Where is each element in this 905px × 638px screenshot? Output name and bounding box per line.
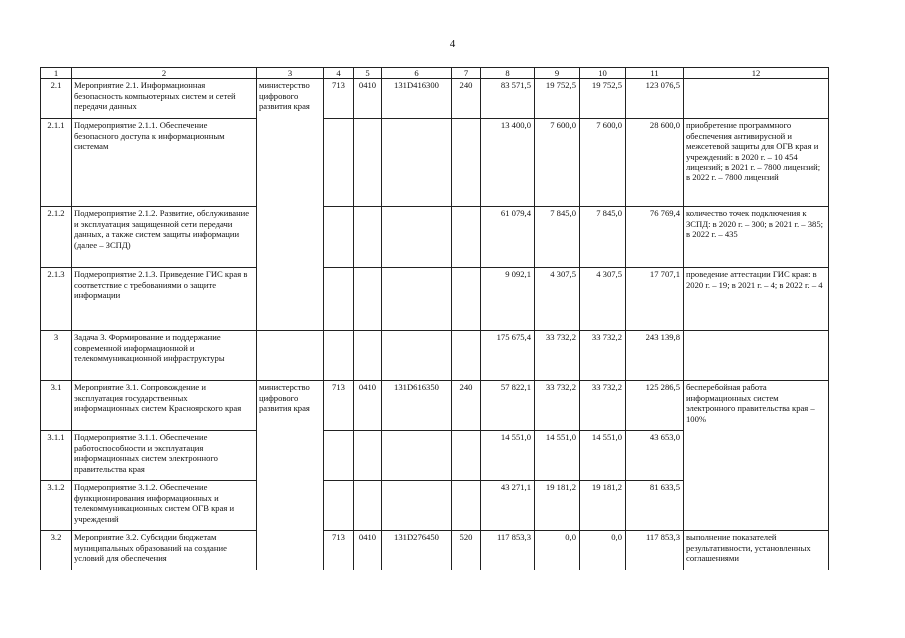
section-cell: 0410 [354, 79, 382, 119]
grbs-cell: 713 [324, 381, 354, 431]
amount-2022: 7 600,0 [580, 119, 626, 207]
section-cell [354, 268, 382, 331]
program-table [40, 67, 829, 571]
header-cell: 9 [535, 68, 580, 79]
row-number: 2.1 [41, 79, 72, 119]
result-cell: приобретение программного обеспечения антивирусной и межсетевой защиты для ОГВ края и учреждений: в 2020 г. – 10 454 лицензий; в 2021 г. – 7800 лицензий; в 2022 г. – 7800 лицензий [684, 119, 829, 207]
header-cell: 12 [684, 68, 829, 79]
grbs-cell [324, 331, 354, 381]
result-cell [684, 331, 829, 381]
vr-cell [452, 119, 481, 207]
header-cell: 6 [382, 68, 452, 79]
table-row [41, 381, 829, 431]
vr-cell: 240 [452, 79, 481, 119]
header-cell: 4 [324, 68, 354, 79]
grbs-cell [324, 119, 354, 207]
csr-cell [382, 431, 452, 481]
section-cell [354, 207, 382, 268]
row-number: 3.1.2 [41, 481, 72, 531]
header-cell: 8 [481, 68, 535, 79]
amount-2021: 33 732,2 [535, 331, 580, 381]
page-number: 4 [449, 38, 456, 50]
amount-total: 125 286,5 [626, 381, 684, 431]
amount-2020: 61 079,4 [481, 207, 535, 268]
amount-2020: 13 400,0 [481, 119, 535, 207]
amount-total: 76 769,4 [626, 207, 684, 268]
row-number: 2.1.1 [41, 119, 72, 207]
row-title: Мероприятие 3.1. Сопровождение и эксплуатация государственных информационных систем Красноярского края [72, 381, 257, 431]
vr-cell [452, 331, 481, 381]
row-number: 3.2 [41, 531, 72, 571]
amount-2020: 175 675,4 [481, 331, 535, 381]
amount-2020: 43 271,1 [481, 481, 535, 531]
header-cell: 3 [257, 68, 324, 79]
row-title: Мероприятие 2.1. Информационная безопасность компьютерных систем и сетей передачи данных [72, 79, 257, 119]
table-row [41, 207, 829, 268]
vr-cell: 520 [452, 531, 481, 571]
header-cell: 10 [580, 68, 626, 79]
amount-total: 123 076,5 [626, 79, 684, 119]
amount-2021: 33 732,2 [535, 381, 580, 431]
row-number: 3.1 [41, 381, 72, 431]
amount-2022: 33 732,2 [580, 381, 626, 431]
row-title: Подмероприятие 2.1.3. Приведение ГИС края в соответствие с требованиями о защите информации [72, 268, 257, 331]
grbs-cell [324, 207, 354, 268]
csr-cell [382, 119, 452, 207]
result-cell [684, 79, 829, 119]
amount-2020: 9 092,1 [481, 268, 535, 331]
csr-cell [382, 207, 452, 268]
header-cell: 11 [626, 68, 684, 79]
amount-total: 81 633,5 [626, 481, 684, 531]
csr-cell [382, 268, 452, 331]
vr-cell [452, 207, 481, 268]
vr-cell [452, 481, 481, 531]
csr-cell: 131D616350 [382, 381, 452, 431]
amount-2022: 14 551,0 [580, 431, 626, 481]
amount-total: 117 853,3 [626, 531, 684, 571]
header-cell: 7 [452, 68, 481, 79]
amount-total: 43 653,0 [626, 431, 684, 481]
executor-cell [257, 331, 324, 381]
executor-cell: министерство цифрового развития края [257, 381, 324, 571]
table-row [41, 531, 829, 571]
header-row [41, 68, 829, 79]
vr-cell [452, 431, 481, 481]
header-cell: 1 [41, 68, 72, 79]
row-title: Подмероприятие 3.1.2. Обеспечение функционирования информационных и телекоммуникационных систем ОГВ края и учреждений [72, 481, 257, 531]
amount-2021: 19 752,5 [535, 79, 580, 119]
amount-2021: 14 551,0 [535, 431, 580, 481]
row-number: 2.1.3 [41, 268, 72, 331]
table-row [41, 79, 829, 119]
result-cell: проведение аттестации ГИС края: в 2020 г. – 19; в 2021 г. – 4; в 2022 г. – 4 [684, 268, 829, 331]
vr-cell [452, 268, 481, 331]
row-title: Подмероприятие 2.1.2. Развитие, обслуживание и эксплуатация защищенной сети передачи данных, а также систем защиты информации (далее – ЗСПД) [72, 207, 257, 268]
amount-total: 243 139,8 [626, 331, 684, 381]
amount-total: 17 707,1 [626, 268, 684, 331]
page-bottom-margin [40, 570, 880, 638]
row-number: 3.1.1 [41, 431, 72, 481]
amount-2020: 117 853,3 [481, 531, 535, 571]
grbs-cell: 713 [324, 79, 354, 119]
row-title: Мероприятие 3.2. Субсидии бюджетам муниципальных образований на создание условий для обеспечения [72, 531, 257, 571]
table-row [41, 331, 829, 381]
result-cell: количество точек подключения к ЗСПД: в 2020 г. – 300; в 2021 г. – 385; в 2022 г. – 435 [684, 207, 829, 268]
grbs-cell [324, 431, 354, 481]
section-cell [354, 431, 382, 481]
result-cell: выполнение показателей результативности, установленных соглашениями [684, 531, 829, 571]
amount-total: 28 600,0 [626, 119, 684, 207]
header-cell: 2 [72, 68, 257, 79]
amount-2021: 19 181,2 [535, 481, 580, 531]
section-cell [354, 481, 382, 531]
amount-2022: 4 307,5 [580, 268, 626, 331]
amount-2022: 33 732,2 [580, 331, 626, 381]
row-number: 3 [41, 331, 72, 381]
amount-2020: 14 551,0 [481, 431, 535, 481]
vr-cell: 240 [452, 381, 481, 431]
amount-2020: 57 822,1 [481, 381, 535, 431]
csr-cell [382, 331, 452, 381]
row-title: Подмероприятие 2.1.1. Обеспечение безопасного доступа к информационным системам [72, 119, 257, 207]
executor-cell: министерство цифрового развития края [257, 79, 324, 331]
header-cell: 5 [354, 68, 382, 79]
row-title: Подмероприятие 3.1.1. Обеспечение работоспособности и эксплуатация информационных систем электронного правительства края [72, 431, 257, 481]
section-cell: 0410 [354, 531, 382, 571]
section-cell [354, 119, 382, 207]
section-cell [354, 331, 382, 381]
amount-2022: 19 181,2 [580, 481, 626, 531]
amount-2022: 0,0 [580, 531, 626, 571]
amount-2022: 19 752,5 [580, 79, 626, 119]
amount-2020: 83 571,5 [481, 79, 535, 119]
row-number: 2.1.2 [41, 207, 72, 268]
amount-2021: 7 600,0 [535, 119, 580, 207]
grbs-cell [324, 268, 354, 331]
grbs-cell [324, 481, 354, 531]
amount-2021: 4 307,5 [535, 268, 580, 331]
section-cell: 0410 [354, 381, 382, 431]
amount-2022: 7 845,0 [580, 207, 626, 268]
table-row [41, 268, 829, 331]
csr-cell [382, 481, 452, 531]
row-title: Задача 3. Формирование и поддержание современной информационной и телекоммуникационной инфраструктуры [72, 331, 257, 381]
csr-cell: 131D416300 [382, 79, 452, 119]
csr-cell: 131D276450 [382, 531, 452, 571]
result-cell: бесперебойная работа информационных систем электронного правительства края – 100% [684, 381, 829, 531]
table-row [41, 119, 829, 207]
amount-2021: 7 845,0 [535, 207, 580, 268]
grbs-cell: 713 [324, 531, 354, 571]
amount-2021: 0,0 [535, 531, 580, 571]
